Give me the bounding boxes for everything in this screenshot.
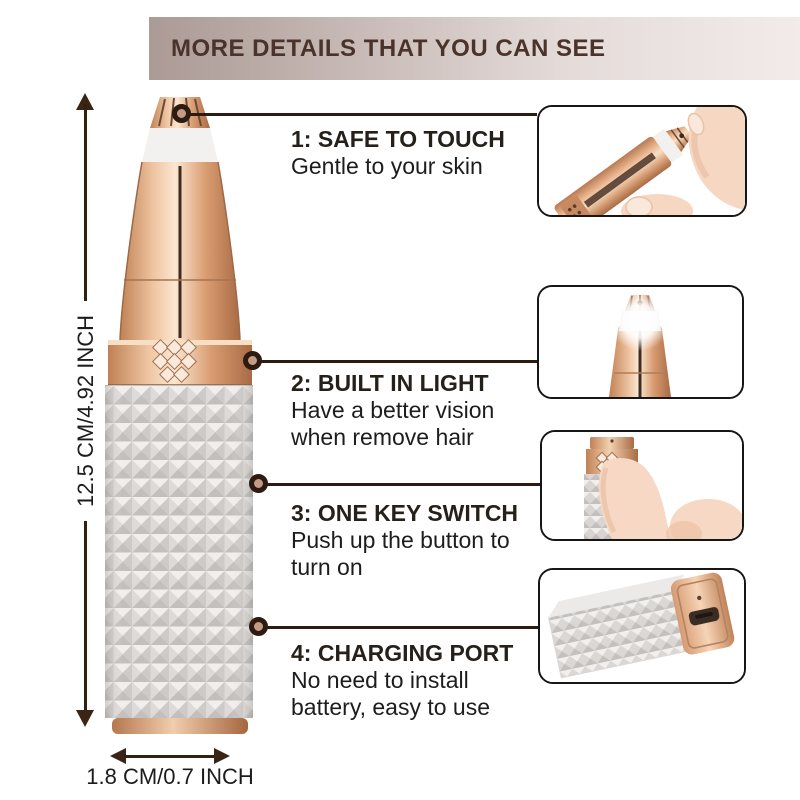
height-dimension-label: 12.5 CM/4.92 INCH (72, 301, 100, 521)
callout-dot-1 (172, 104, 191, 123)
page-title: MORE DETAILS THAT YOU CAN SEE (171, 34, 606, 62)
callout-one-key-switch (291, 500, 543, 581)
switch-band (108, 340, 252, 385)
dimension-arrow-right (214, 748, 230, 764)
callout-desc-line: turn on (291, 554, 363, 580)
rose-gold-cap (120, 162, 240, 340)
detail-photo-charging-port (538, 568, 746, 684)
product-illustration (95, 90, 265, 738)
textured-body (105, 385, 253, 718)
callout-dot-3 (249, 474, 268, 493)
callout-line-1 (181, 113, 537, 116)
dimension-line-horizontal (124, 755, 216, 758)
callout-desc-line: battery, easy to use (291, 694, 491, 720)
detail-photo-one-key-switch (540, 430, 744, 541)
callout-title: 1: SAFE TO TOUCH (291, 126, 505, 152)
callout-safe-to-touch (291, 126, 543, 180)
detail-photo-built-in-light (537, 285, 744, 399)
width-dimension-label: 1.8 CM/0.7 INCH (86, 764, 254, 789)
callout-title: 4: CHARGING PORT (291, 640, 514, 666)
callout-desc-line: when remove hair (291, 424, 474, 450)
light-glow (610, 291, 670, 351)
callout-line-4 (258, 626, 538, 629)
callout-line-2 (252, 360, 537, 363)
callout-title: 3: ONE KEY SWITCH (291, 500, 519, 526)
light-glow-illustration (539, 287, 742, 397)
callout-charging-port (291, 640, 543, 721)
callout-desc-line: No need to install (291, 667, 469, 693)
header-banner (149, 17, 800, 80)
finger-touch-tip-illustration (539, 107, 745, 215)
detail-photo-safe-to-touch (537, 105, 747, 217)
callout-line-3 (258, 483, 540, 486)
callout-built-in-light (291, 370, 543, 451)
callout-dot-2 (243, 351, 262, 370)
callout-desc-line: Gentle to your skin (291, 153, 483, 179)
dimension-arrow-down (76, 710, 94, 727)
callout-desc-line: Push up the button to (291, 527, 510, 553)
callout-dot-4 (249, 617, 268, 636)
callout-title: 2: BUILT IN LIGHT (291, 370, 489, 396)
base-cap (112, 718, 248, 734)
push-switch-illustration (542, 432, 742, 539)
callout-desc-line: Have a better vision (291, 397, 495, 423)
white-collar-band (142, 128, 218, 162)
charging-port-illustration (540, 570, 744, 682)
